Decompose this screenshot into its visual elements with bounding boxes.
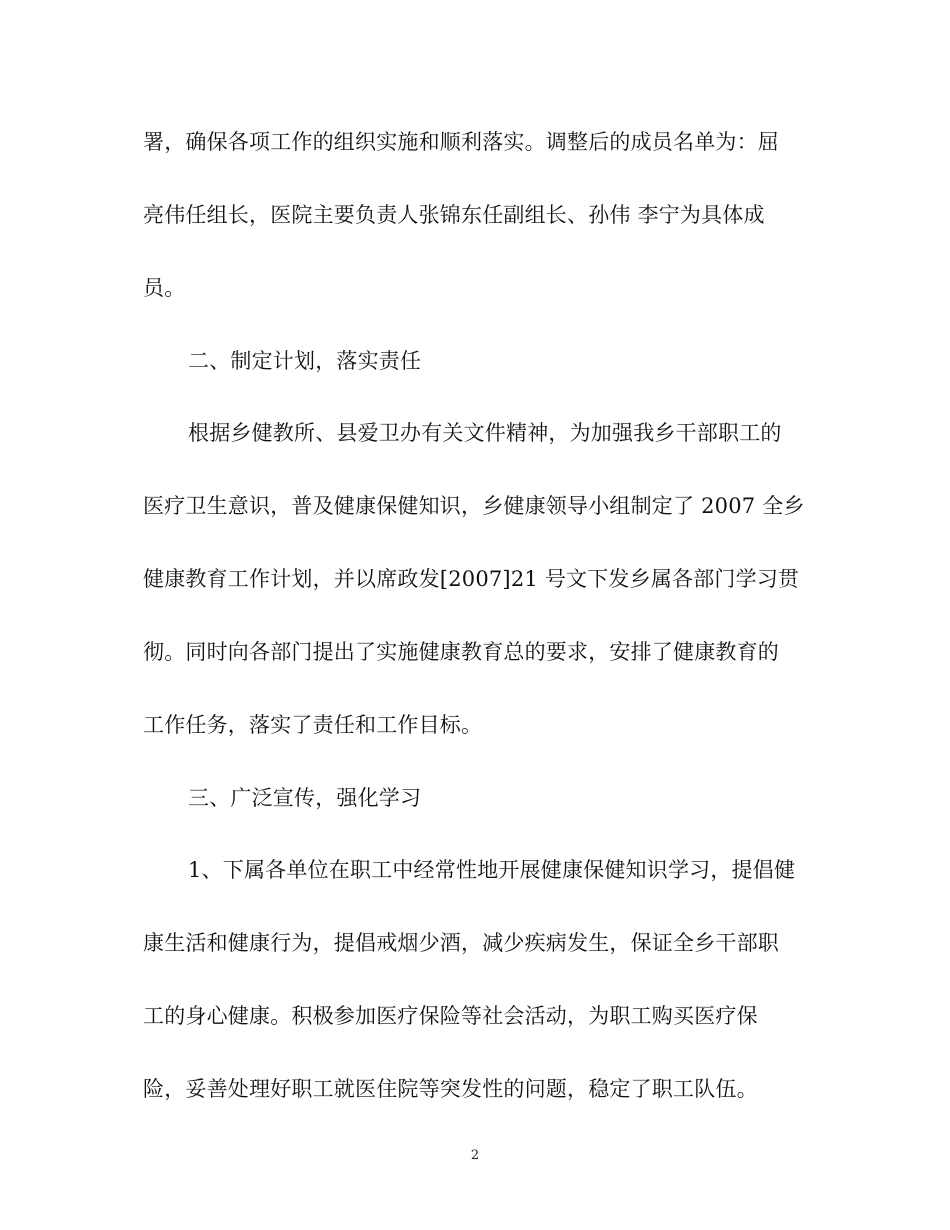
section-heading: 三、广泛宣传，强化学习 <box>188 786 422 810</box>
body-text-line: 亮伟任组长，医院主要负责人张锦东任副组长、孙伟 李宁为具体成 <box>143 203 765 227</box>
body-text-line: 险，妥善处理好职工就医住院等突发性的问题，稳定了职工队伍。 <box>143 1077 758 1101</box>
body-text-line: 健康教育工作计划，并以席政发[2007]21 号文下发乡属各部门学习贯 <box>143 567 800 591</box>
page-number: 2 <box>470 1148 480 1163</box>
body-text-line: 根据乡健教所、县爱卫办有关文件精神，为加强我乡干部职工的 <box>188 421 782 445</box>
body-text-line: 工的身心健康。积极参加医疗保险等社会活动，为职工购买医疗保 <box>143 1004 758 1028</box>
body-text-line: 署，确保各项工作的组织实施和顺利落实。调整后的成员名单为：屈 <box>143 130 779 154</box>
section-heading: 二、制定计划，落实责任 <box>188 349 422 373</box>
body-text-line: 员。 <box>143 276 186 300</box>
body-text-line: 医疗卫生意识，普及健康保健知识，乡健康领导小组制定了 2007 全乡 <box>143 494 805 518</box>
body-text-line: 彻。同时向各部门提出了实施健康教育总的要求，安排了健康教育的 <box>143 640 779 664</box>
body-text-line: 工作任务，落实了责任和工作目标。 <box>143 713 483 737</box>
body-text-line: 康生活和健康行为，提倡戒烟少酒，减少疾病发生，保证全乡干部职 <box>143 931 779 955</box>
body-text-line: 1、下属各单位在职工中经常性地开展健康保健知识学习，提倡健 <box>188 858 796 882</box>
